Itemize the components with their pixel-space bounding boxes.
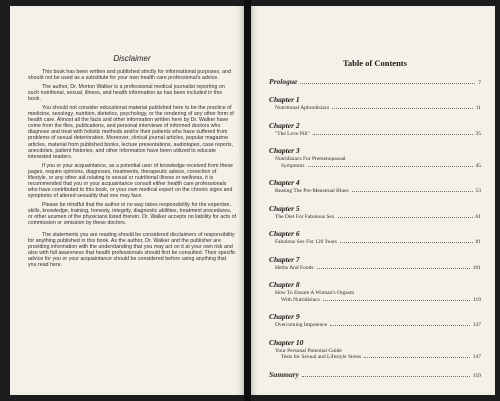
toc-entry-summary[interactable] bbox=[269, 370, 481, 379]
toc-entry-chapter-8[interactable] bbox=[269, 280, 481, 303]
disclaimer-page bbox=[10, 6, 244, 395]
leader-dots bbox=[332, 108, 472, 109]
toc-chapter-title-line: Your Personal Potential Guide bbox=[275, 347, 342, 354]
disclaimer-paragraph: Please be mindful that the author in no way takes responsibility for the expertise, skills, knowledge, training, honesty, integrity, diagnostic abilities, treatment procedures, or other acumen of the physicians listed therein. Dr. Walker accepts no liability for acts of commission or omission by these doctors. bbox=[28, 201, 237, 227]
leader-dots bbox=[300, 83, 475, 84]
toc-chapter-title-line: The Diet For Fabulous Sex bbox=[275, 213, 335, 220]
toc-page-number: 119 bbox=[472, 296, 481, 303]
toc-entry-chapter-9[interactable] bbox=[269, 312, 481, 329]
toc-chapter-title-row bbox=[269, 188, 481, 195]
leader-dots bbox=[340, 242, 473, 243]
book-gutter bbox=[244, 0, 251, 401]
toc-entry-chapter-6[interactable] bbox=[269, 229, 481, 246]
toc-chapter-title-row bbox=[269, 239, 481, 246]
toc-page-number: 61 bbox=[475, 213, 481, 220]
toc-chapter-heading: Chapter 5 bbox=[269, 203, 300, 213]
toc-page-number: 11 bbox=[475, 105, 481, 111]
toc-page-number: 101 bbox=[472, 264, 481, 271]
toc-summary-label: Summary bbox=[269, 369, 300, 379]
toc-chapter-heading: Chapter 9 bbox=[269, 312, 300, 321]
leader-dots bbox=[323, 300, 470, 301]
toc-chapter-heading: Chapter 6 bbox=[269, 229, 300, 238]
leader-dots bbox=[308, 166, 473, 167]
toc-page bbox=[251, 6, 495, 395]
toc-chapter-heading: Chapter 2 bbox=[269, 120, 300, 130]
disclaimer-paragraph: If you or your acquaintance, as a potential user of knowledge received from these pages, require opinions, diagnoses, treatments, therapeutic advice, correction of lifestyle, or any other aid relating to sexual or nutritional illness or wellness, it is recommended that you or your acquaintance consult either health care professionals who have contributed to this book, or your own medical expert on the chronic signs and symptoms of altered sexuality that one may face. bbox=[28, 162, 233, 199]
toc-chapter-title-row bbox=[269, 354, 481, 361]
toc-entry-chapter-4[interactable] bbox=[269, 178, 481, 195]
leader-dots bbox=[338, 217, 473, 218]
toc-chapter-heading: Chapter 7 bbox=[269, 254, 300, 264]
toc-chapter-title-line: Nutridisiacs For Premenopausal bbox=[275, 156, 346, 162]
toc-chapter-heading: Chapter 3 bbox=[269, 146, 300, 155]
toc-chapter-title-line: Tests for Sexual and Lifestyle Stress bbox=[281, 354, 362, 360]
toc-page-number: 45 bbox=[475, 162, 481, 169]
toc-page-number: 35 bbox=[475, 130, 481, 137]
toc-chapter-heading: Chapter 4 bbox=[269, 178, 300, 187]
toc-chapter-title-row bbox=[269, 105, 481, 112]
leader-dots bbox=[330, 325, 470, 326]
toc-chapter-title-line: Overcoming Impotence bbox=[275, 322, 328, 328]
toc-chapter-title-line: How To Ensure A Woman's Orgasm bbox=[275, 290, 355, 296]
toc-chapter-title-line: Nutritional Aphrodisiacs bbox=[275, 105, 330, 111]
toc-entry-chapter-10[interactable] bbox=[269, 338, 481, 361]
toc-chapter-title-row bbox=[269, 297, 481, 304]
toc-chapter-title-row bbox=[269, 322, 481, 329]
toc-page-number: 137 bbox=[472, 322, 481, 328]
toc-entry-chapter-5[interactable] bbox=[269, 204, 481, 221]
toc-chapter-title-line: Beating The Pre-Menstrual Blues bbox=[275, 188, 349, 194]
toc-chapter-title-line: With Nutridisiacs bbox=[281, 296, 320, 303]
disclaimer-paragraph: You should not consider educational material published here to be the practice of medicine, sexology, nutrition, dietetics, psychology, or the rendering of any other form of health care. Almost all the facts and other information written here by Dr. Walker have come from the files, publications, and personal interviews of informed doctors who diagnose and treat with holistic methods and/or their patients who have suffered from problems of sexual deterioration. Moreover, clinical journal articles, popular magazine articles, material from published books, lecture presentations, audiotapes, case reports, anecdotes, patient histories, and other information have been utilized to educate interested readers. bbox=[28, 105, 234, 160]
toc-chapter-list bbox=[269, 95, 481, 361]
toc-chapter-title-row bbox=[269, 131, 481, 138]
leader-dots bbox=[302, 376, 470, 377]
toc-chapter-title-row bbox=[269, 163, 481, 170]
toc-entry-chapter-2[interactable] bbox=[269, 121, 481, 138]
toc-chapter-heading: Chapter 1 bbox=[269, 95, 300, 104]
toc-prologue-label: Prologue bbox=[269, 77, 298, 86]
toc-chapter-title-line: Fabulous Sex For 120 Years bbox=[275, 239, 337, 245]
leader-dots bbox=[313, 134, 473, 135]
toc-chapter-title-row bbox=[269, 214, 481, 221]
toc-chapter-title-line: Herbs And Foods bbox=[275, 264, 314, 271]
toc-chapter-heading: Chapter 10 bbox=[269, 337, 304, 347]
toc-title: Table of Contents bbox=[343, 58, 407, 68]
toc-chapter-title-line: Symptoms bbox=[281, 162, 305, 169]
disclaimer-body bbox=[28, 69, 236, 268]
toc-page-number: 81 bbox=[475, 239, 481, 245]
toc-entry-chapter-3[interactable] bbox=[269, 146, 481, 169]
toc-chapter-title-row bbox=[269, 265, 481, 272]
disclaimer-paragraph: The statements you are reading should be considered disclaimers of responsibility for anything published in this book. As the author, Dr. Walker and the publisher are providing information with the understanding that you may act on it at your own risk and also with full awareness that health professionals should first be consulted. Their specific advice for you or your acquaintance should be considered before using anything that you read here. bbox=[28, 232, 236, 269]
toc-page-number: 159 bbox=[472, 372, 481, 379]
toc-chapter-title-line: "The Love Pill" bbox=[275, 130, 310, 137]
toc-page-number: 7 bbox=[478, 80, 481, 86]
leader-dots bbox=[317, 268, 470, 269]
toc-entry-chapter-1[interactable] bbox=[269, 95, 481, 112]
disclaimer-paragraph: The author, Dr. Morton Walker is a professional medical journalist reporting on such nutritional, sexual, illness, and health information as has been included in this book. bbox=[28, 84, 225, 103]
toc-page-number: 53 bbox=[475, 188, 481, 194]
disclaimer-title: Disclaimer bbox=[113, 54, 151, 63]
toc-chapter-heading: Chapter 8 bbox=[269, 280, 300, 289]
toc-entry-chapter-7[interactable] bbox=[269, 255, 481, 272]
toc-page-number: 147 bbox=[472, 354, 481, 360]
toc-entry-prologue[interactable] bbox=[269, 77, 481, 86]
leader-dots bbox=[364, 357, 470, 358]
disclaimer-paragraph: This book has been written and published strictly for informational purposes, and should not be used as a substitute for your own health care professional's advice. bbox=[28, 69, 231, 82]
leader-dots bbox=[352, 191, 473, 192]
